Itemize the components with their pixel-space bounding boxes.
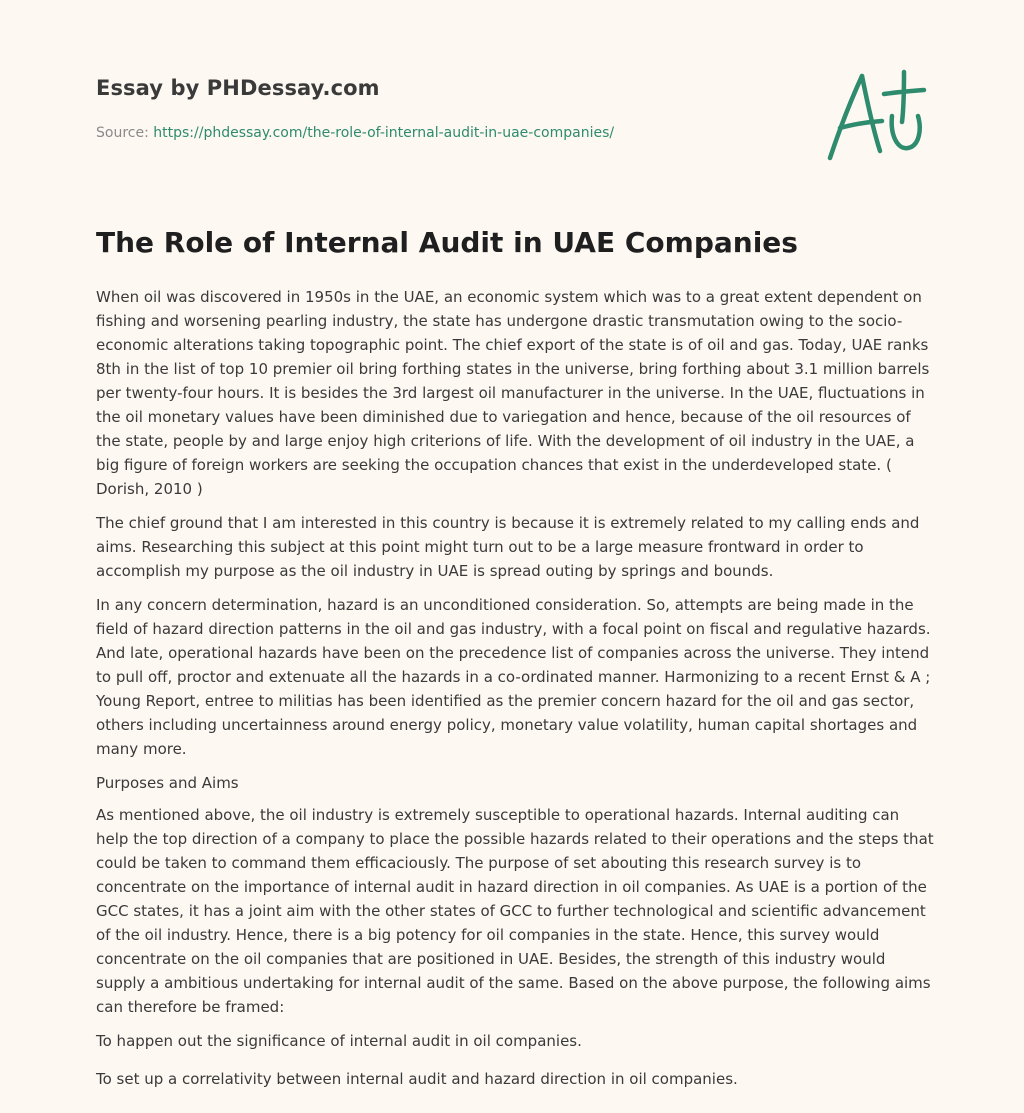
page-header (96, 76, 796, 141)
essay-paragraph: When oil was discovered in 1950s in the UAE, an economic system which was to a great extent dependent on fishing and worsening pearling industry, the state has undergone drastic transmutation owing to the socio-economic alterations taking topographic point. The chief export of the state is of oil and gas. Today, UAE ranks 8th in the list of top 10 premier oil bring forthing states in the universe, bring forthing about 3.1 million barrels per twenty-four hours. It is besides the 3rd largest oil manufacturer in the universe. In the UAE, fluctuations in the oil monetary values have been diminished due to variegation and hence, because of the oil resources of the state, people by and large enjoy high criterions of life. With the development of oil industry in the UAE, a big figure of foreign workers are seeking the occupation chances that exist in the underdeveloped state. ( Dorish, 2010 ) (96, 288, 930, 498)
essay-body (96, 285, 936, 1105)
essay-title: The Role of Internal Audit in UAE Companies (96, 226, 798, 259)
essay-paragraph: In any concern determination, hazard is an unconditioned consideration. So, attempts are being made in the field of hazard direction patterns in the oil and gas industry, with a focal point on fiscal and regulative hazards. And late, operational hazards have been on the precedence list of companies across the universe. They intend to pull off, proctor and extenuate all the hazards in a co-ordinated manner. Harmonizing to a recent Ernst & A ; Young Report, entree to militias has been identified as the premier concern hazard for the oil and gas sector, others including uncertainness around energy policy, monetary value volatility, human capital shortages and many more. (96, 596, 931, 758)
source-label: Source: (96, 125, 149, 141)
section-heading: Purposes and Aims (96, 774, 239, 792)
essay-paragraph: The chief ground that I am interested in this country is because it is extremely related to my calling ends and aims. Researching this subject at this point might turn out to be a large measure frontward in order to accomplish my purpose as the oil industry in UAE is spread outing by springs and bounds. (96, 514, 920, 580)
source-link[interactable]: https://phdessay.com/the-role-of-internal-audit-in-uae-companies/ (153, 125, 615, 141)
a-plus-logo-icon (822, 66, 930, 166)
site-brand[interactable]: Essay by PHDessay.com (96, 76, 380, 100)
source-line (96, 125, 614, 141)
aim-item: To set up a correlativity between internal audit and hazard direction in oil companies. (96, 1070, 738, 1088)
essay-paragraph: As mentioned above, the oil industry is extremely susceptible to operational hazards. Internal auditing can help the top direction of a company to place the possible hazards related to their operations and the steps that could be taken to command them efficaciously. The purpose of set abouting this research survey is to concentrate on the importance of internal audit in hazard direction in oil companies. As UAE is a portion of the GCC states, it has a joint aim with the other states of GCC to further technological and scientific advancement of the oil industry. Hence, there is a big potency for oil companies in the state. Hence, this survey would concentrate on the oil companies that are positioned in UAE. Besides, the strength of this industry would supply a ambitious undertaking for internal audit of the same. Based on the above purpose, the following aims can therefore be framed: (96, 806, 934, 1016)
aim-item: To happen out the significance of internal audit in oil companies. (96, 1032, 582, 1050)
